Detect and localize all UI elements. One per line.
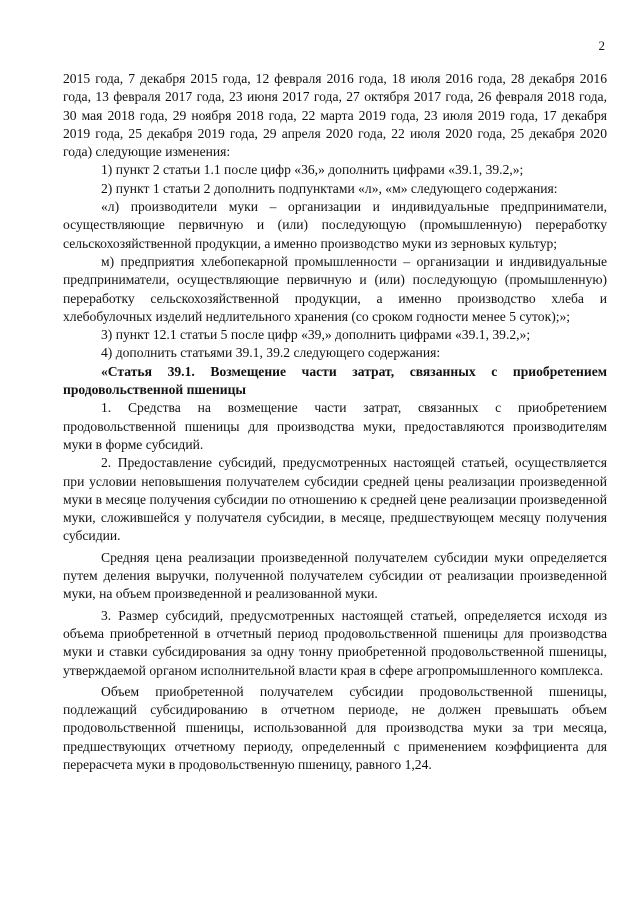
- paragraph-subitem-m: м) предприятия хлебопекарной промышленности – организации и индивидуальные предприниматели, осуществляющие первичную и (или) последующую (промышленную) переработку сельскохозяйственной продукции, а именно производство хлеба и хлебобулочных изделий недлительного хранения (со сроком годности менее 5 суток);»;: [63, 253, 607, 324]
- paragraph-dates-continuation: 2015 года, 7 декабря 2015 года, 12 февраля 2016 года, 18 июля 2016 года, 28 декабря 2016 года, 13 февраля 2017 года, 23 июня 2017 года, 27 октября 2017 года, 26 февраля 2018 года, 30 мая 2018 года, 29 ноября 2018 года, 22 марта 2019 года, 23 июля 2019 года, 17 декабря 2019 года, 25 декабря 2019 года, 29 апреля 2020 года, 22 июля 2020 года, 25 декабря 2020 года) следующие изменения:: [63, 71, 607, 160]
- article-part-3: 3. Размер субсидий, предусмотренных настоящей статьей, определяется исходя из объема приобретенной в отчетный период продовольственной пшеницы для производства муки и ставки субсидирования за одну тонну приобретенной продовольственной пшеницы, утверждаемой органом исполнительной власти края в сфере агропромышленного комплекса.: [63, 607, 607, 678]
- paragraph-item-1: 1) пункт 2 статьи 1.1 после цифр «36,» дополнить цифрами «39.1, 39.2,»;: [101, 162, 524, 178]
- subsidy-volume-paragraph: Объем приобретенной получателем субсидии продовольственной пшеницы, подлежащий субсидированию в отчетном периоде, не должен превышать объем продовольственной пшеницы, использованной для производства муки за три месяца, предшествующих отчетному периоду, определенный с применением коэффициента для перерасчета муки в продовольственную пшеницу, равного 1,24.: [63, 683, 607, 772]
- article-part-1: 1. Средства на возмещение части затрат, связанных с приобретением продовольственной пшеницы для производства муки, предоставляются производителям муки в форме субсидий.: [63, 400, 607, 452]
- paragraph-item-2: 2) пункт 1 статьи 2 дополнить подпунктами «л», «м» следующего содержания:: [101, 180, 558, 196]
- paragraph-item-4: 4) дополнить статьями 39.1, 39.2 следующего содержания:: [101, 345, 441, 361]
- paragraph-subitem-l: «л) производители муки – организации и индивидуальные предприниматели, осуществляющие первичную и (или) последующую (промышленную) переработку сельскохозяйственной продукции, а именно производство муки из зерновых культур;: [63, 199, 607, 251]
- average-price-paragraph: Средняя цена реализации произведенной получателем субсидии муки определяется путем деления выручки, полученной получателем субсидии от реализации произведенной муки, на объем произведенной и реализованной муки.: [63, 549, 607, 602]
- document-body: [63, 70, 607, 774]
- article-part-2: 2. Предоставление субсидий, предусмотренных настоящей статьей, осуществляется при условии неповышения получателем субсидии средней цены реализации произведенной муки в месяце получения субсидии по отношению к средней цене реализации произведенной муки, сложившейся у получателя субсидии, в месяце, предшествующем месяцу получения субсидии.: [63, 455, 607, 544]
- paragraph-item-3: 3) пункт 12.1 статьи 5 после цифр «39,» дополнить цифрами «39.1, 39.2,»;: [101, 327, 531, 343]
- article-heading-text: «Статья 39.1. Возмещение части затрат, связанных с приобретением продовольственной пшеницы: [63, 363, 607, 398]
- page-number: 2: [598, 38, 605, 53]
- article-39-1-heading: [63, 363, 607, 400]
